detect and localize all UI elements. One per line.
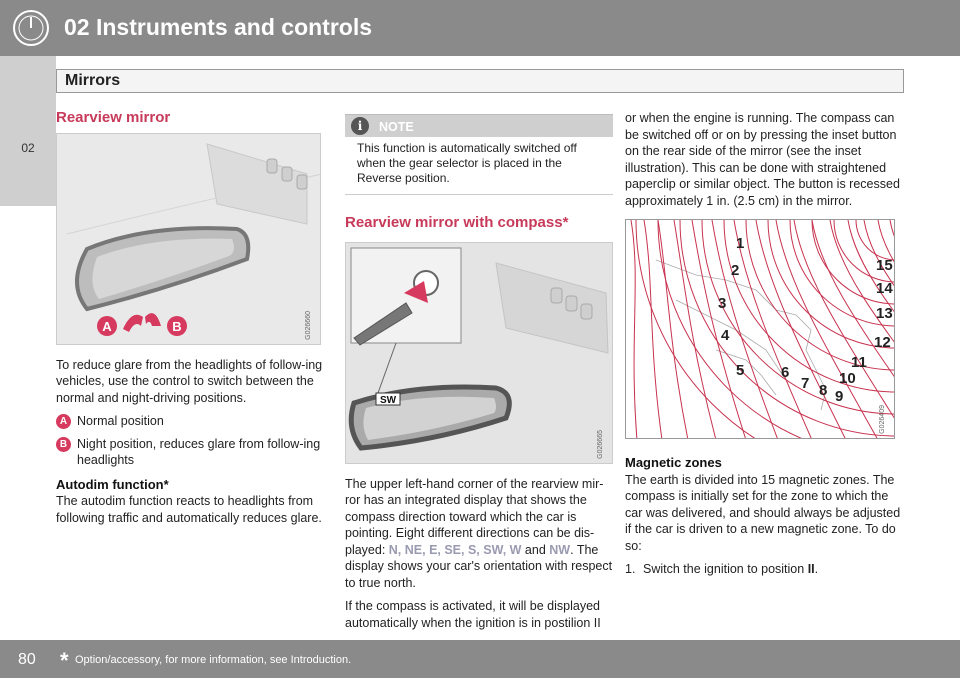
zone-lines — [631, 220, 895, 439]
note-box — [345, 114, 613, 195]
legend-text-a: Normal position — [77, 414, 164, 428]
zone-label: 9 — [835, 388, 844, 405]
note-text: This function is automatically switched off when the gear selector is placed in the Reverse position. — [357, 141, 577, 185]
autodim-text: The autodim function reacts to headlights from following traffic and automatically reduces glare. — [56, 494, 322, 525]
chapter-header — [0, 0, 960, 56]
zone-map-svg — [626, 220, 895, 439]
compass-para-1 — [345, 476, 613, 592]
compass-para-1-and: and — [521, 542, 550, 557]
zone-line — [644, 220, 662, 439]
step-bold: II — [807, 562, 815, 576]
compass-mirror-figure — [345, 242, 613, 464]
compass-heading: Rearview mirror with compass* — [345, 214, 569, 231]
rearview-intro: To reduce glare from the headlights of follow-ing vehicles, use the control to switch between the normal and night-driving positions. — [56, 357, 323, 405]
zone-label: 15 — [876, 257, 893, 274]
step-end: . — [814, 562, 819, 576]
chapter-tab-number: 02 — [21, 141, 35, 155]
legend-text-b: Night position, reduces glare from follow-ing headlights — [77, 436, 321, 467]
page-number: 80 — [18, 651, 36, 668]
figure-code: G026409 — [878, 405, 886, 434]
zone-label: 12 — [874, 334, 891, 351]
compass-direction-nw: NW — [549, 542, 571, 557]
zone-label: 1 — [736, 235, 745, 252]
step-item — [625, 561, 908, 578]
zone-label: 2 — [731, 262, 740, 279]
fig-label-b: B — [172, 318, 182, 334]
compass-continued: or when the engine is running. The compass can be switched off or on by pressing the inset button on the rear side of the mirror (see the inset illustration). This can be done with straightened paperclip or similar object. The button is recessed approximately 1 in. (2.5 cm) in the mirror. — [625, 111, 900, 208]
zone-arc — [856, 220, 895, 260]
compass-display-text: SW — [379, 394, 397, 406]
magnetic-zones-map — [625, 219, 895, 439]
zone-line — [756, 220, 846, 439]
compass-mirror-illustration — [346, 243, 613, 464]
zone-label: 11 — [851, 354, 867, 371]
autodim-heading: Autodim function* — [56, 476, 169, 492]
zone-label: 13 — [876, 305, 893, 322]
steps-list — [625, 561, 908, 578]
section-title: Mirrors — [65, 72, 121, 89]
zone-line — [734, 220, 812, 439]
zone-line — [631, 220, 637, 439]
step-number: 1. — [625, 562, 636, 576]
footnote-asterisk: * — [60, 648, 69, 673]
compass-para-2: If the compass is activated, it will be displayed automatically when the ignition is in postilion II — [345, 599, 601, 630]
gauge-icon — [12, 9, 50, 47]
zone-line — [658, 220, 688, 439]
chapter-tab — [0, 56, 56, 206]
legend-badge-b: B — [56, 437, 71, 452]
zone-label: 8 — [819, 382, 828, 399]
column-left — [56, 110, 324, 533]
legend-badge-a: A — [56, 414, 71, 429]
magnetic-heading: Magnetic zones — [625, 455, 722, 470]
zone-label: 5 — [736, 362, 745, 379]
legend-item-b — [56, 436, 324, 469]
fig-label-a: A — [102, 318, 112, 334]
note-header — [345, 115, 613, 137]
zone-label: 14 — [876, 280, 893, 297]
zone-label: 4 — [721, 327, 730, 344]
compass-para-1-start: The upper left-hand corner of the rearview mir-ror has an integrated display that shows the compass direction toward which the car is pointing. Eight different directions can be dis-played: — [345, 476, 604, 557]
rearview-heading: Rearview mirror — [56, 109, 171, 126]
compass-para-1-end: . The display shows your car's orientation with respect to true north. — [345, 542, 613, 590]
compass-directions: N, NE, E, SE, S, SW, W — [388, 542, 522, 557]
page-footer — [0, 640, 960, 678]
info-icon: i — [351, 117, 369, 135]
section-bar — [56, 69, 904, 93]
zone-label: 7 — [801, 375, 810, 392]
figure-code: G026660 — [304, 310, 312, 340]
magnetic-text: The earth is divided into 15 magnetic zones. The compass is initially set for the zone to which the car was delivered, and should always be adjusted if the car is driven to a new magnetic zone. To do so: — [625, 472, 901, 553]
zone-label: 10 — [839, 370, 856, 387]
step-text: Switch the ignition to position — [643, 562, 808, 576]
zone-line — [692, 220, 746, 439]
footnote-text: Option/accessory, for more information, see Introduction. — [75, 654, 352, 666]
legend-item-a — [56, 413, 324, 430]
zone-label: 3 — [718, 295, 727, 312]
chapter-title: 02 Instruments and controls — [64, 14, 373, 40]
column-middle — [345, 114, 613, 638]
mirror-illustration — [57, 134, 321, 345]
zone-label: 6 — [781, 364, 790, 381]
figure-code: G026665 — [596, 429, 604, 459]
note-label: NOTE — [379, 120, 414, 134]
column-right — [625, 110, 908, 578]
rearview-mirror-figure — [56, 133, 321, 345]
